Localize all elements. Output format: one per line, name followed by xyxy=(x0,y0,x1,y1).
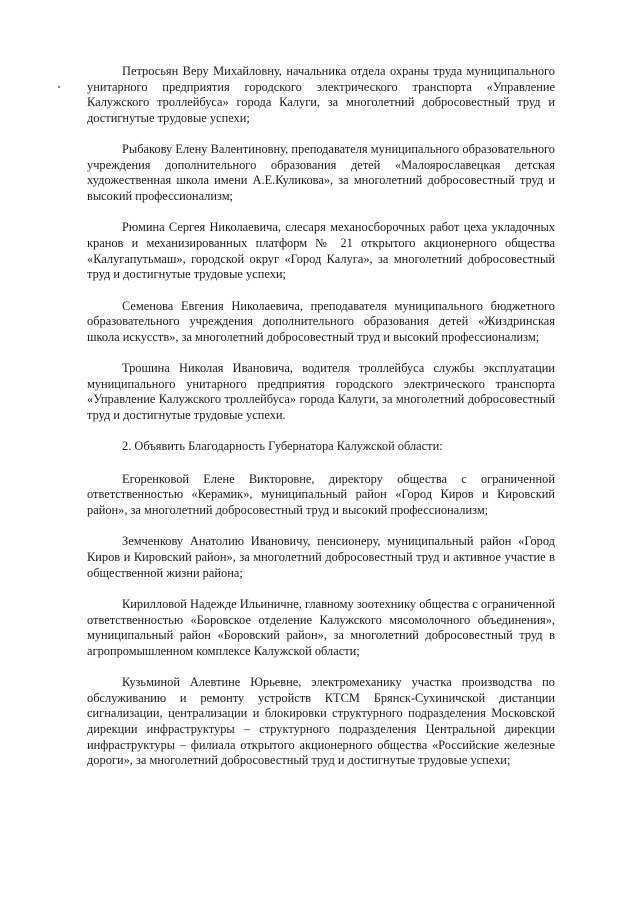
award-paragraph-rybakova: Рыбакову Елену Валентиновну, преподавателя муниципального образовательного учреждения дополнительного образования детей «Малоярославецкая детская художественная школа имени А.Е.Куликова», за многолетний добросовестный труд и высокий профессионализм; xyxy=(87,142,555,203)
gratitude-paragraph-kuzmina: Кузьминой Алевтине Юрьевне, электромеханику участка производства по обслуживанию и ремонту устройств КТСМ Брянск-Сухиничской дистанции сигнализации, централизации и блокировки структурного подразделения Московской дирекции инфраструктуры – структурного подразделения Центральной дирекции инфраструктуры – филиала открытого акционерного общества «Российские железные дороги», за многолетний добросовестный труд и достигнутые трудовые успехи; xyxy=(87,675,555,768)
award-paragraph-troshin: Трошина Николая Ивановича, водителя троллейбуса службы эксплуатации муниципального унитарного предприятия городского электрического транспорта «Управление Калужского троллейбуса» города Калуги, за многолетний добросовестный труд и достигнутые трудовые успехи. xyxy=(87,361,555,422)
award-paragraph-petrosyan: Петросьян Веру Михайловну, начальника отдела охраны труда муниципального унитарного предприятия городского электрического транспорта «Управление Калужского троллейбуса» города Калуги, за многолетний добросовестный труд и достигнутые трудовые успехи; xyxy=(87,64,555,125)
scan-dot xyxy=(58,86,60,88)
gratitude-paragraph-egorenkova: Егоренковой Елене Викторовне, директору общества с ограниченной ответственностью «Керамик», муниципальный район «Город Киров и Кировский район», за многолетний добросовестный труд и высокий профессионализм; xyxy=(87,471,555,518)
gratitude-paragraph-zemchenkov: Земченкову Анатолию Ивановичу, пенсионеру, муниципальный район «Город Киров и Кировский район», за многолетний добросовестный труд и активное участие в общественной жизни района; xyxy=(87,534,555,580)
section-heading: 2. Объявить Благодарность Губернатора Калужской области: xyxy=(122,439,443,454)
document-body xyxy=(87,64,555,785)
gratitude-paragraph-kirillova: Кирилловой Надежде Ильиничне, главному зоотехнику общества с ограниченной ответственностью «Боровское отделение Калужского мясомолочного объединения», муниципальный район «Боровский район», за многолетний добросовестный труд в агропромышленном комплексе Калужской области; xyxy=(87,597,555,658)
award-paragraph-semenov: Семенова Евгения Николаевича, преподавателя муниципального бюджетного образовательного учреждения дополнительного образования детей «Жиздринская школа искусств», за многолетний добросовестный труд и высокий профессионализм; xyxy=(87,298,555,344)
award-paragraph-ryumin: Рюмина Сергея Николаевича, слесаря механосборочных работ цеха укладочных кранов и механизированных платформ № 21 открытого акционерного общества «Калугапутьмаш», городской округ «Город Калуга», за многолетний добросовестный труд и достигнутые трудовые успехи; xyxy=(87,220,555,282)
